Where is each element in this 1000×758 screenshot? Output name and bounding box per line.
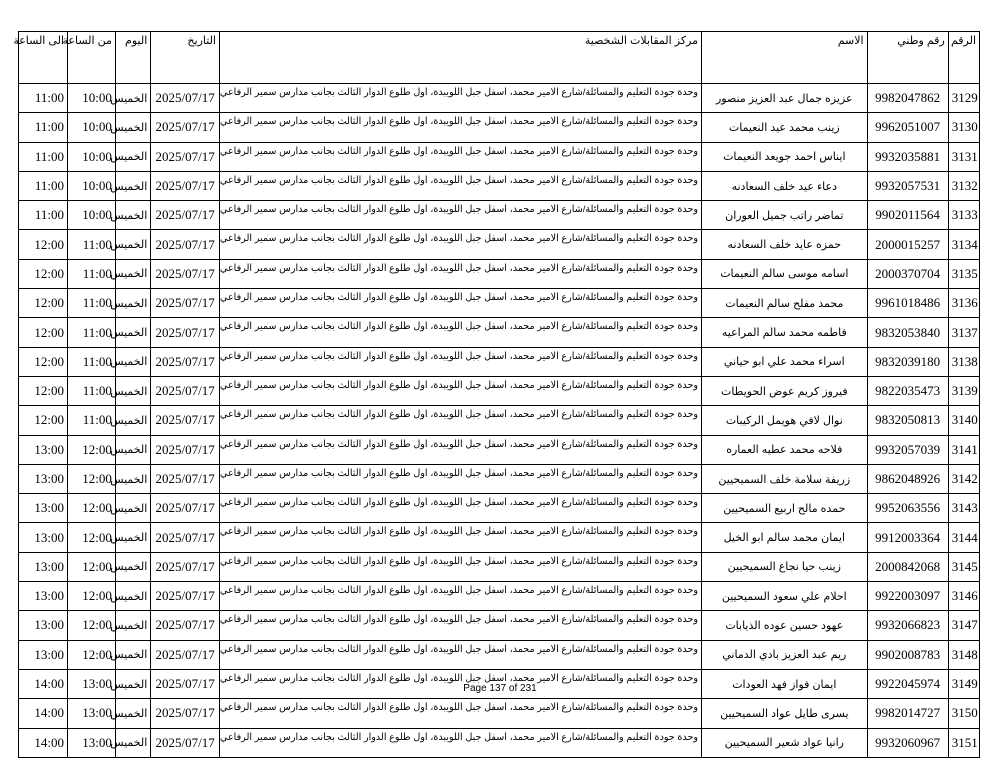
cell-national-id: 9932060967 — [867, 728, 948, 757]
cell-num: 3132 — [948, 171, 979, 200]
cell-from: 10:00 — [68, 201, 116, 230]
cell-national-id: 2000370704 — [867, 259, 948, 288]
table-row — [19, 552, 980, 581]
header-num: الرقم — [948, 32, 979, 84]
cell-national-id: 9982014727 — [867, 699, 948, 728]
cell-center: وحدة جودة التعليم والمسائلة/شارع الامير محمد، اسفل جبل اللويبدة، اول طلوع الدوار الثالث بجانب مدارس سمير الرفاعي — [219, 171, 701, 200]
cell-date: 2025/07/17 — [151, 84, 220, 113]
cell-num: 3145 — [948, 552, 979, 581]
table-row — [19, 84, 980, 113]
header-day: اليوم — [115, 32, 150, 84]
cell-day: الخميس — [115, 728, 150, 757]
cell-date: 2025/07/17 — [151, 406, 220, 435]
cell-day: الخميس — [115, 84, 150, 113]
cell-center: وحدة جودة التعليم والمسائلة/شارع الامير محمد، اسفل جبل اللويبدة، اول طلوع الدوار الثالث بجانب مدارس سمير الرفاعي — [219, 728, 701, 757]
cell-date: 2025/07/17 — [151, 318, 220, 347]
cell-from: 12:00 — [68, 611, 116, 640]
cell-date: 2025/07/17 — [151, 611, 220, 640]
table-row — [19, 289, 980, 318]
cell-num: 3148 — [948, 640, 979, 669]
cell-num: 3149 — [948, 669, 979, 698]
cell-from: 11:00 — [68, 289, 116, 318]
cell-name: ايمان محمد سالم ابو الخيل — [702, 523, 868, 552]
cell-national-id: 9822035473 — [867, 376, 948, 405]
cell-to: 13:00 — [19, 582, 68, 611]
cell-date: 2025/07/17 — [151, 669, 220, 698]
table-row — [19, 318, 980, 347]
cell-day: الخميس — [115, 611, 150, 640]
cell-num: 3140 — [948, 406, 979, 435]
cell-center: وحدة جودة التعليم والمسائلة/شارع الامير محمد، اسفل جبل اللويبدة، اول طلوع الدوار الثالث بجانب مدارس سمير الرفاعي — [219, 318, 701, 347]
cell-date: 2025/07/17 — [151, 523, 220, 552]
cell-to: 14:00 — [19, 699, 68, 728]
cell-center: وحدة جودة التعليم والمسائلة/شارع الامير محمد، اسفل جبل اللويبدة، اول طلوع الدوار الثالث بجانب مدارس سمير الرفاعي — [219, 464, 701, 493]
cell-day: الخميس — [115, 318, 150, 347]
table-row — [19, 494, 980, 523]
cell-center: وحدة جودة التعليم والمسائلة/شارع الامير محمد، اسفل جبل اللويبدة، اول طلوع الدوار الثالث بجانب مدارس سمير الرفاعي — [219, 494, 701, 523]
cell-national-id: 9922003097 — [867, 582, 948, 611]
header-from: من الساعة — [68, 32, 116, 84]
table-row — [19, 142, 980, 171]
cell-num: 3151 — [948, 728, 979, 757]
cell-day: الخميس — [115, 552, 150, 581]
cell-to: 13:00 — [19, 611, 68, 640]
cell-date: 2025/07/17 — [151, 289, 220, 318]
cell-to: 12:00 — [19, 376, 68, 405]
cell-from: 13:00 — [68, 728, 116, 757]
table-row — [19, 640, 980, 669]
cell-from: 12:00 — [68, 552, 116, 581]
table-row — [19, 171, 980, 200]
cell-national-id: 9961018486 — [867, 289, 948, 318]
cell-date: 2025/07/17 — [151, 259, 220, 288]
cell-center: وحدة جودة التعليم والمسائلة/شارع الامير محمد، اسفل جبل اللويبدة، اول طلوع الدوار الثالث بجانب مدارس سمير الرفاعي — [219, 347, 701, 376]
cell-name: ايناس احمد جويعد النعيمات — [702, 142, 868, 171]
cell-name: فاطمه محمد سالم المراعيه — [702, 318, 868, 347]
cell-name: دعاء عيد خلف السعادنه — [702, 171, 868, 200]
cell-name: اسامه موسى سالم النعيمات — [702, 259, 868, 288]
cell-from: 12:00 — [68, 582, 116, 611]
cell-national-id: 9912003364 — [867, 523, 948, 552]
cell-center: وحدة جودة التعليم والمسائلة/شارع الامير محمد، اسفل جبل اللويبدة، اول طلوع الدوار الثالث بجانب مدارس سمير الرفاعي — [219, 376, 701, 405]
table-row — [19, 113, 980, 142]
cell-name: ريم عبد العزيز بادي الدماني — [702, 640, 868, 669]
cell-to: 13:00 — [19, 435, 68, 464]
cell-national-id: 9982047862 — [867, 84, 948, 113]
cell-to: 11:00 — [19, 201, 68, 230]
cell-center: وحدة جودة التعليم والمسائلة/شارع الامير محمد، اسفل جبل اللويبدة، اول طلوع الدوار الثالث بجانب مدارس سمير الرفاعي — [219, 113, 701, 142]
cell-center: وحدة جودة التعليم والمسائلة/شارع الامير محمد، اسفل جبل اللويبدة، اول طلوع الدوار الثالث بجانب مدارس سمير الرفاعي — [219, 611, 701, 640]
cell-national-id: 9862048926 — [867, 464, 948, 493]
cell-num: 3129 — [948, 84, 979, 113]
cell-to: 13:00 — [19, 464, 68, 493]
cell-day: الخميس — [115, 640, 150, 669]
cell-from: 13:00 — [68, 699, 116, 728]
table-header-row — [19, 32, 980, 84]
cell-date: 2025/07/17 — [151, 494, 220, 523]
cell-num: 3130 — [948, 113, 979, 142]
header-date: التاريخ — [151, 32, 220, 84]
cell-center: وحدة جودة التعليم والمسائلة/شارع الامير محمد، اسفل جبل اللويبدة، اول طلوع الدوار الثالث بجانب مدارس سمير الرفاعي — [219, 406, 701, 435]
cell-center: وحدة جودة التعليم والمسائلة/شارع الامير محمد، اسفل جبل اللويبدة، اول طلوع الدوار الثالث بجانب مدارس سمير الرفاعي — [219, 523, 701, 552]
table-row — [19, 611, 980, 640]
cell-name: عزيزه جمال عبد العزيز منصور — [702, 84, 868, 113]
cell-day: الخميس — [115, 406, 150, 435]
cell-national-id: 9902008783 — [867, 640, 948, 669]
table-row — [19, 376, 980, 405]
cell-name: زينب محمد عيد النعيمات — [702, 113, 868, 142]
cell-date: 2025/07/17 — [151, 464, 220, 493]
cell-name: زينب حيا نجاع السميحيين — [702, 552, 868, 581]
cell-to: 13:00 — [19, 640, 68, 669]
cell-num: 3139 — [948, 376, 979, 405]
cell-day: الخميس — [115, 142, 150, 171]
cell-num: 3134 — [948, 230, 979, 259]
cell-day: الخميس — [115, 523, 150, 552]
cell-national-id: 9962051007 — [867, 113, 948, 142]
cell-day: الخميس — [115, 582, 150, 611]
cell-national-id: 9932035881 — [867, 142, 948, 171]
cell-to: 12:00 — [19, 318, 68, 347]
cell-from: 10:00 — [68, 84, 116, 113]
cell-day: الخميس — [115, 376, 150, 405]
cell-from: 12:00 — [68, 464, 116, 493]
cell-from: 12:00 — [68, 640, 116, 669]
cell-date: 2025/07/17 — [151, 552, 220, 581]
cell-date: 2025/07/17 — [151, 230, 220, 259]
cell-name: يسرى طايل عواد السميحيين — [702, 699, 868, 728]
header-center: مركز المقابلات الشخصية — [219, 32, 701, 84]
cell-center: وحدة جودة التعليم والمسائلة/شارع الامير محمد، اسفل جبل اللويبدة، اول طلوع الدوار الثالث بجانب مدارس سمير الرفاعي — [219, 435, 701, 464]
cell-date: 2025/07/17 — [151, 376, 220, 405]
cell-num: 3144 — [948, 523, 979, 552]
cell-day: الخميس — [115, 230, 150, 259]
cell-date: 2025/07/17 — [151, 435, 220, 464]
cell-national-id: 9922045974 — [867, 669, 948, 698]
cell-name: زريفة سلامة خلف السميحيين — [702, 464, 868, 493]
cell-num: 3135 — [948, 259, 979, 288]
cell-date: 2025/07/17 — [151, 582, 220, 611]
cell-date: 2025/07/17 — [151, 113, 220, 142]
table-row — [19, 435, 980, 464]
cell-from: 10:00 — [68, 171, 116, 200]
cell-to: 13:00 — [19, 494, 68, 523]
cell-from: 10:00 — [68, 142, 116, 171]
cell-from: 11:00 — [68, 230, 116, 259]
cell-name: عهود حسين عوده الذيابات — [702, 611, 868, 640]
cell-to: 12:00 — [19, 406, 68, 435]
cell-national-id: 9902011564 — [867, 201, 948, 230]
table-row — [19, 699, 980, 728]
cell-num: 3147 — [948, 611, 979, 640]
cell-day: الخميس — [115, 669, 150, 698]
cell-to: 12:00 — [19, 347, 68, 376]
interview-schedule-table — [13, 31, 980, 758]
cell-center: وحدة جودة التعليم والمسائلة/شارع الامير محمد، اسفل جبل اللويبدة، اول طلوع الدوار الثالث بجانب مدارس سمير الرفاعي — [219, 84, 701, 113]
table-body — [19, 84, 980, 758]
cell-name: رانيا عواد شعير السميحيين — [702, 728, 868, 757]
cell-from: 12:00 — [68, 435, 116, 464]
cell-center: وحدة جودة التعليم والمسائلة/شارع الامير محمد، اسفل جبل اللويبدة، اول طلوع الدوار الثالث بجانب مدارس سمير الرفاعي — [219, 142, 701, 171]
cell-center: وحدة جودة التعليم والمسائلة/شارع الامير محمد، اسفل جبل اللويبدة، اول طلوع الدوار الثالث بجانب مدارس سمير الرفاعي — [219, 201, 701, 230]
header-name: الاسم — [702, 32, 868, 84]
cell-name: اسراء محمد علي ابو حياني — [702, 347, 868, 376]
cell-date: 2025/07/17 — [151, 171, 220, 200]
cell-national-id: 2000015257 — [867, 230, 948, 259]
cell-date: 2025/07/17 — [151, 347, 220, 376]
cell-national-id: 2000842068 — [867, 552, 948, 581]
cell-national-id: 9832039180 — [867, 347, 948, 376]
cell-to: 12:00 — [19, 289, 68, 318]
cell-to: 11:00 — [19, 142, 68, 171]
cell-num: 3136 — [948, 289, 979, 318]
cell-num: 3146 — [948, 582, 979, 611]
cell-center: وحدة جودة التعليم والمسائلة/شارع الامير محمد، اسفل جبل اللويبدة، اول طلوع الدوار الثالث بجانب مدارس سمير الرفاعي — [219, 582, 701, 611]
cell-day: الخميس — [115, 699, 150, 728]
table-row — [19, 259, 980, 288]
cell-to: 14:00 — [19, 669, 68, 698]
cell-center: وحدة جودة التعليم والمسائلة/شارع الامير محمد، اسفل جبل اللويبدة، اول طلوع الدوار الثالث بجانب مدارس سمير الرفاعي — [219, 552, 701, 581]
cell-name: حمده مالح اربيع السميحيين — [702, 494, 868, 523]
page-footer: Page 137 of 231 — [463, 683, 537, 694]
cell-num: 3150 — [948, 699, 979, 728]
cell-date: 2025/07/17 — [151, 142, 220, 171]
cell-name: فيروز كريم عوض الحويطات — [702, 376, 868, 405]
cell-date: 2025/07/17 — [151, 728, 220, 757]
cell-center: وحدة جودة التعليم والمسائلة/شارع الامير محمد، اسفل جبل اللويبدة، اول طلوع الدوار الثالث بجانب مدارس سمير الرفاعي — [219, 669, 701, 698]
cell-day: الخميس — [115, 464, 150, 493]
cell-name: تماضر راتب جميل العوران — [702, 201, 868, 230]
cell-day: الخميس — [115, 494, 150, 523]
cell-day: الخميس — [115, 347, 150, 376]
cell-center: وحدة جودة التعليم والمسائلة/شارع الامير محمد، اسفل جبل اللويبدة، اول طلوع الدوار الثالث بجانب مدارس سمير الرفاعي — [219, 259, 701, 288]
header-to: الى الساعة — [19, 32, 68, 84]
cell-from: 11:00 — [68, 259, 116, 288]
cell-num: 3141 — [948, 435, 979, 464]
cell-national-id: 9952063556 — [867, 494, 948, 523]
table-row — [19, 523, 980, 552]
table-row — [19, 406, 980, 435]
table-row — [19, 230, 980, 259]
table-row — [19, 582, 980, 611]
cell-num: 3142 — [948, 464, 979, 493]
cell-day: الخميس — [115, 289, 150, 318]
cell-to: 11:00 — [19, 113, 68, 142]
table-row — [19, 201, 980, 230]
cell-date: 2025/07/17 — [151, 201, 220, 230]
cell-national-id: 9832050813 — [867, 406, 948, 435]
header-national-id: رقم وطني — [867, 32, 948, 84]
cell-to: 11:00 — [19, 84, 68, 113]
cell-national-id: 9832053840 — [867, 318, 948, 347]
cell-day: الخميس — [115, 201, 150, 230]
cell-num: 3133 — [948, 201, 979, 230]
cell-to: 13:00 — [19, 523, 68, 552]
cell-to: 12:00 — [19, 230, 68, 259]
cell-from: 11:00 — [68, 376, 116, 405]
cell-from: 12:00 — [68, 494, 116, 523]
cell-national-id: 9932057531 — [867, 171, 948, 200]
cell-day: الخميس — [115, 435, 150, 464]
cell-name: نوال لافي هويمل الركيبات — [702, 406, 868, 435]
cell-national-id: 9932066823 — [867, 611, 948, 640]
table-row — [19, 347, 980, 376]
cell-center: وحدة جودة التعليم والمسائلة/شارع الامير محمد، اسفل جبل اللويبدة، اول طلوع الدوار الثالث بجانب مدارس سمير الرفاعي — [219, 699, 701, 728]
table-row — [19, 728, 980, 757]
cell-national-id: 9932057039 — [867, 435, 948, 464]
cell-to: 14:00 — [19, 728, 68, 757]
cell-day: الخميس — [115, 113, 150, 142]
cell-center: وحدة جودة التعليم والمسائلة/شارع الامير محمد، اسفل جبل اللويبدة، اول طلوع الدوار الثالث بجانب مدارس سمير الرفاعي — [219, 640, 701, 669]
cell-from: 11:00 — [68, 347, 116, 376]
cell-name: حمزه عايد خلف السعادنه — [702, 230, 868, 259]
cell-to: 12:00 — [19, 259, 68, 288]
table-row — [19, 464, 980, 493]
cell-from: 12:00 — [68, 523, 116, 552]
cell-day: الخميس — [115, 259, 150, 288]
cell-center: وحدة جودة التعليم والمسائلة/شارع الامير محمد، اسفل جبل اللويبدة، اول طلوع الدوار الثالث بجانب مدارس سمير الرفاعي — [219, 289, 701, 318]
cell-num: 3143 — [948, 494, 979, 523]
cell-name: محمد مفلح سالم النعيمات — [702, 289, 868, 318]
cell-date: 2025/07/17 — [151, 699, 220, 728]
cell-name: ايمان فواز فهد العودات — [702, 669, 868, 698]
cell-from: 11:00 — [68, 406, 116, 435]
cell-name: فلاحه محمد عطيه العماره — [702, 435, 868, 464]
cell-to: 13:00 — [19, 552, 68, 581]
cell-date: 2025/07/17 — [151, 640, 220, 669]
cell-num: 3137 — [948, 318, 979, 347]
cell-to: 11:00 — [19, 171, 68, 200]
cell-name: احلام علي سعود السميحيين — [702, 582, 868, 611]
cell-day: الخميس — [115, 171, 150, 200]
cell-from: 10:00 — [68, 113, 116, 142]
cell-num: 3138 — [948, 347, 979, 376]
cell-center: وحدة جودة التعليم والمسائلة/شارع الامير محمد، اسفل جبل اللويبدة، اول طلوع الدوار الثالث بجانب مدارس سمير الرفاعي — [219, 230, 701, 259]
cell-num: 3131 — [948, 142, 979, 171]
cell-from: 13:00 — [68, 669, 116, 698]
schedule-sheet — [13, 31, 980, 758]
cell-from: 11:00 — [68, 318, 116, 347]
